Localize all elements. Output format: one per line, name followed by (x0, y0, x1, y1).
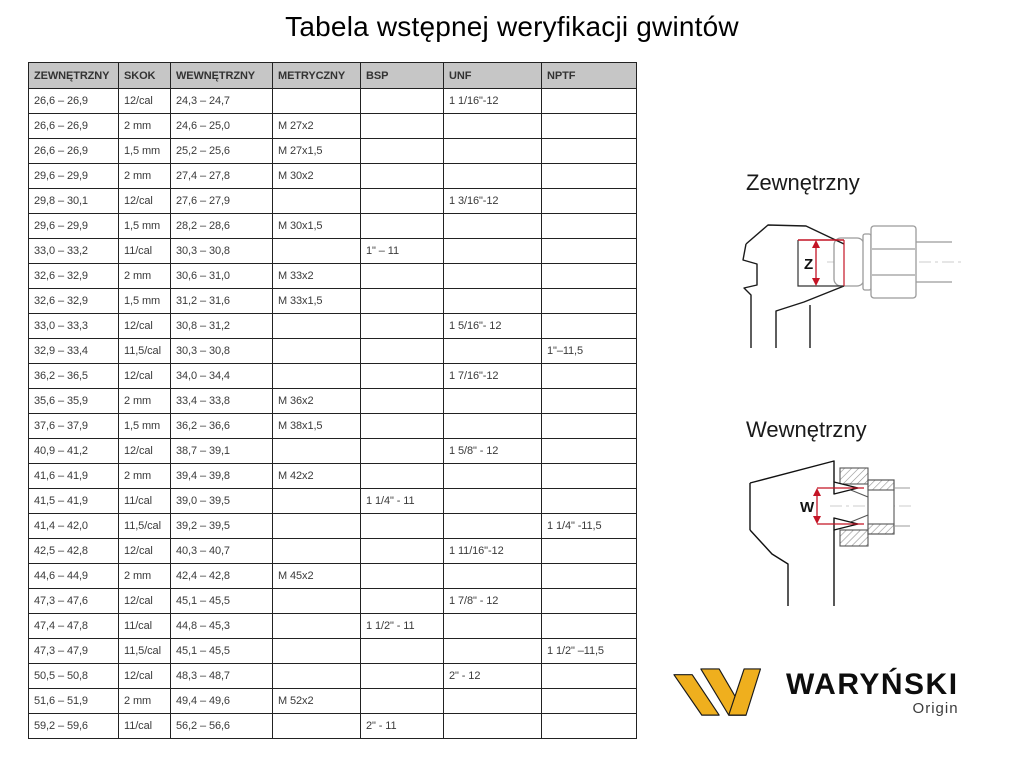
table-cell: 33,4 – 33,8 (171, 389, 273, 414)
table-row (29, 264, 637, 289)
table-cell: 2 mm (119, 114, 171, 139)
table-cell (542, 414, 637, 439)
table-cell: 1 1/2" - 11 (361, 614, 444, 639)
table-cell: 42,4 – 42,8 (171, 564, 273, 589)
table-cell (273, 664, 361, 689)
table-cell: 28,2 – 28,6 (171, 214, 273, 239)
table-cell: 39,0 – 39,5 (171, 489, 273, 514)
table-cell: 30,6 – 31,0 (171, 264, 273, 289)
table-cell: 33,0 – 33,3 (29, 314, 119, 339)
table-cell: 1 1/16"-12 (444, 89, 542, 114)
table-cell: 12/cal (119, 314, 171, 339)
column-header: SKOK (119, 63, 171, 89)
table-cell: 12/cal (119, 539, 171, 564)
male-fitting-drawing (834, 226, 952, 298)
table-cell: M 33x1,5 (273, 289, 361, 314)
table-cell: 24,6 – 25,0 (171, 114, 273, 139)
table-row (29, 414, 637, 439)
table-cell (444, 464, 542, 489)
table-row (29, 89, 637, 114)
table-cell: 59,2 – 59,6 (29, 714, 119, 739)
table-cell (361, 439, 444, 464)
table-cell (542, 139, 637, 164)
table-cell: 26,6 – 26,9 (29, 139, 119, 164)
table-cell: 36,2 – 36,6 (171, 414, 273, 439)
table-cell (361, 339, 444, 364)
table-row (29, 364, 637, 389)
table-cell (361, 464, 444, 489)
table-cell (361, 539, 444, 564)
table-cell (361, 664, 444, 689)
table-cell (361, 314, 444, 339)
dimension-w-label: W (800, 499, 815, 516)
warynski-w-icon (672, 664, 772, 722)
table-cell: 32,6 – 32,9 (29, 289, 119, 314)
table-cell: M 42x2 (273, 464, 361, 489)
table-cell: 2 mm (119, 564, 171, 589)
table-cell: 39,4 – 39,8 (171, 464, 273, 489)
table-cell (542, 689, 637, 714)
table-cell (273, 489, 361, 514)
table-cell: M 27x2 (273, 114, 361, 139)
table-cell: 30,3 – 30,8 (171, 239, 273, 264)
table-cell: 1 1/4" -11,5 (542, 514, 637, 539)
table-cell (273, 439, 361, 464)
pipe-lines (894, 488, 910, 526)
table-cell: 1,5 mm (119, 414, 171, 439)
table-cell (542, 714, 637, 739)
table-cell: 1 7/8" - 12 (444, 589, 542, 614)
table-cell (361, 689, 444, 714)
table-row (29, 139, 637, 164)
table-cell (444, 639, 542, 664)
table-cell (273, 89, 361, 114)
table-cell (444, 114, 542, 139)
table-cell (361, 389, 444, 414)
hatched-bottom-block (840, 530, 868, 546)
table-cell: 33,0 – 33,2 (29, 239, 119, 264)
table-cell (444, 714, 542, 739)
table-cell: 38,7 – 39,1 (171, 439, 273, 464)
table-cell: 39,2 – 39,5 (171, 514, 273, 539)
external-thread-diagram (732, 198, 1002, 348)
table-cell (361, 514, 444, 539)
table-cell (361, 414, 444, 439)
table-cell: 12/cal (119, 589, 171, 614)
table-cell: 30,8 – 31,2 (171, 314, 273, 339)
table-row (29, 164, 637, 189)
table-cell: 56,2 – 56,6 (171, 714, 273, 739)
table-cell: 11,5/cal (119, 639, 171, 664)
table-cell (542, 614, 637, 639)
table-cell (273, 639, 361, 664)
table-cell: 27,6 – 27,9 (171, 189, 273, 214)
table-cell (444, 214, 542, 239)
table-cell: M 45x2 (273, 564, 361, 589)
table-cell: 32,6 – 32,9 (29, 264, 119, 289)
table-row (29, 339, 637, 364)
table-cell (273, 364, 361, 389)
table-cell (361, 114, 444, 139)
table-cell: 31,2 – 31,6 (171, 289, 273, 314)
table-cell: 1,5 mm (119, 139, 171, 164)
table-cell (361, 189, 444, 214)
table-cell: M 30x2 (273, 164, 361, 189)
external-thread-label: Zewnętrzny (746, 170, 860, 195)
table-cell: 2 mm (119, 164, 171, 189)
table-row (29, 114, 637, 139)
table-cell: 45,1 – 45,5 (171, 639, 273, 664)
table-cell: 11/cal (119, 239, 171, 264)
thread-cylinder (834, 238, 864, 286)
table-cell: 11/cal (119, 714, 171, 739)
table-cell (542, 539, 637, 564)
table-cell: 11,5/cal (119, 339, 171, 364)
table-row (29, 639, 637, 664)
table-cell: 11,5/cal (119, 514, 171, 539)
table-cell: 2 mm (119, 689, 171, 714)
table-row (29, 589, 637, 614)
table-cell (361, 214, 444, 239)
table-row (29, 464, 637, 489)
table-cell (444, 164, 542, 189)
table-cell (444, 264, 542, 289)
table-cell (444, 139, 542, 164)
table-cell (542, 664, 637, 689)
table-cell (273, 239, 361, 264)
table-cell (273, 539, 361, 564)
table-row (29, 614, 637, 639)
table-cell (444, 489, 542, 514)
table-cell (444, 564, 542, 589)
table-row (29, 539, 637, 564)
table-cell (273, 189, 361, 214)
table-row (29, 714, 637, 739)
table-cell: M 38x1,5 (273, 414, 361, 439)
table-cell (542, 589, 637, 614)
table-cell: 41,6 – 41,9 (29, 464, 119, 489)
table-cell: 1,5 mm (119, 214, 171, 239)
table-cell: 29,6 – 29,9 (29, 164, 119, 189)
table-cell: 37,6 – 37,9 (29, 414, 119, 439)
brand-subtitle: Origin (912, 700, 959, 718)
table-cell (542, 389, 637, 414)
table-cell (361, 364, 444, 389)
table-cell: 2 mm (119, 264, 171, 289)
table-cell (542, 439, 637, 464)
table-cell: 30,3 – 30,8 (171, 339, 273, 364)
page-title: Tabela wstępnej weryfikacji gwintów (285, 11, 739, 42)
table-cell (361, 89, 444, 114)
table-cell (542, 264, 637, 289)
table-row (29, 239, 637, 264)
table-cell: M 52x2 (273, 689, 361, 714)
brand-name: WARYŃSKI (786, 667, 959, 701)
table-cell: 1 11/16"-12 (444, 539, 542, 564)
table-cell (444, 389, 542, 414)
table-cell: 1 5/16"- 12 (444, 314, 542, 339)
table-row (29, 514, 637, 539)
table-cell (542, 464, 637, 489)
table-cell: 42,5 – 42,8 (29, 539, 119, 564)
table-cell (542, 314, 637, 339)
table-cell: 1" – 11 (361, 239, 444, 264)
dimension-z-label: Z (804, 256, 814, 273)
table-cell (361, 139, 444, 164)
table-cell (444, 614, 542, 639)
table-cell: 26,6 – 26,9 (29, 89, 119, 114)
table-cell (542, 564, 637, 589)
table-cell: 12/cal (119, 89, 171, 114)
table-cell: 11/cal (119, 489, 171, 514)
column-header: METRYCZNY (273, 63, 361, 89)
table-cell: 11/cal (119, 614, 171, 639)
thread-verification-table (28, 62, 637, 739)
brand-text-block (786, 669, 959, 718)
table-cell (444, 514, 542, 539)
table-cell: 12/cal (119, 439, 171, 464)
table-cell (273, 614, 361, 639)
internal-thread-diagram (732, 446, 1002, 606)
table-cell: 47,4 – 47,8 (29, 614, 119, 639)
table-cell: M 27x1,5 (273, 139, 361, 164)
hatched-top-block (840, 468, 868, 484)
table-cell: 36,2 – 36,5 (29, 364, 119, 389)
table-cell (542, 489, 637, 514)
brand-logo (672, 660, 994, 726)
table-cell: 12/cal (119, 189, 171, 214)
female-fitting-section-drawing (836, 468, 910, 546)
table-cell: 41,4 – 42,0 (29, 514, 119, 539)
table-cell: 26,6 – 26,9 (29, 114, 119, 139)
table-cell (542, 89, 637, 114)
table-cell: 1 1/2" –11,5 (542, 639, 637, 664)
table-cell (444, 289, 542, 314)
table-cell (273, 714, 361, 739)
table-row (29, 389, 637, 414)
table-cell (273, 514, 361, 539)
table-cell: 48,3 – 48,7 (171, 664, 273, 689)
table-cell: 2" - 12 (444, 664, 542, 689)
table-cell: M 33x2 (273, 264, 361, 289)
table-cell: 32,9 – 33,4 (29, 339, 119, 364)
table-cell: 29,8 – 30,1 (29, 189, 119, 214)
table-cell: 45,1 – 45,5 (171, 589, 273, 614)
table-row (29, 214, 637, 239)
table-cell: 24,3 – 24,7 (171, 89, 273, 114)
table-header-row (29, 63, 637, 89)
table-cell: 49,4 – 49,6 (171, 689, 273, 714)
table-cell: 34,0 – 34,4 (171, 364, 273, 389)
table-cell (361, 289, 444, 314)
table-row (29, 314, 637, 339)
table-cell: 2 mm (119, 389, 171, 414)
table-cell: 12/cal (119, 364, 171, 389)
table-cell: 50,5 – 50,8 (29, 664, 119, 689)
table-cell (444, 689, 542, 714)
table-cell (542, 189, 637, 214)
table-cell: 1,5 mm (119, 289, 171, 314)
table-cell (542, 164, 637, 189)
table-row (29, 664, 637, 689)
table-row (29, 564, 637, 589)
table-row (29, 289, 637, 314)
table-cell (542, 364, 637, 389)
table-cell (273, 339, 361, 364)
table-cell (273, 589, 361, 614)
table-cell: 47,3 – 47,6 (29, 589, 119, 614)
table-row (29, 689, 637, 714)
table-cell: 47,3 – 47,9 (29, 639, 119, 664)
collar (863, 234, 871, 290)
table-cell: 51,6 – 51,9 (29, 689, 119, 714)
table-cell: M 30x1,5 (273, 214, 361, 239)
column-header: NPTF (542, 63, 637, 89)
hatched-corner (868, 524, 894, 534)
table-cell (361, 639, 444, 664)
hatched-corner (868, 480, 894, 490)
column-header: WEWNĘTRZNY (171, 63, 273, 89)
table-cell: 1 3/16"-12 (444, 189, 542, 214)
column-header: BSP (361, 63, 444, 89)
table-cell (361, 564, 444, 589)
table-cell: 1 1/4" - 11 (361, 489, 444, 514)
table-cell: 1 7/16"-12 (444, 364, 542, 389)
table-cell: 41,5 – 41,9 (29, 489, 119, 514)
table-cell (542, 114, 637, 139)
table-cell (273, 314, 361, 339)
hex-nut (871, 226, 916, 298)
table-cell: 35,6 – 35,9 (29, 389, 119, 414)
table-cell: 2" - 11 (361, 714, 444, 739)
table-cell: 12/cal (119, 664, 171, 689)
table-cell: 2 mm (119, 464, 171, 489)
table-row (29, 439, 637, 464)
internal-thread-label: Wewnętrzny (746, 417, 867, 442)
column-header: ZEWNĘTRZNY (29, 63, 119, 89)
table-cell: 1"–11,5 (542, 339, 637, 364)
table-cell: M 36x2 (273, 389, 361, 414)
table-cell (542, 214, 637, 239)
table-cell: 44,6 – 44,9 (29, 564, 119, 589)
table-cell (542, 289, 637, 314)
table-cell (542, 239, 637, 264)
table-row (29, 189, 637, 214)
table-cell (444, 339, 542, 364)
table-cell: 27,4 – 27,8 (171, 164, 273, 189)
table-cell (361, 264, 444, 289)
column-header: UNF (444, 63, 542, 89)
table-cell (444, 239, 542, 264)
table-cell: 40,9 – 41,2 (29, 439, 119, 464)
table-cell (361, 589, 444, 614)
table-cell: 25,2 – 25,6 (171, 139, 273, 164)
table-cell: 40,3 – 40,7 (171, 539, 273, 564)
table-row (29, 489, 637, 514)
table-cell: 29,6 – 29,9 (29, 214, 119, 239)
table-cell: 44,8 – 45,3 (171, 614, 273, 639)
table-cell: 1 5/8" - 12 (444, 439, 542, 464)
table-cell (361, 164, 444, 189)
table-cell (444, 414, 542, 439)
